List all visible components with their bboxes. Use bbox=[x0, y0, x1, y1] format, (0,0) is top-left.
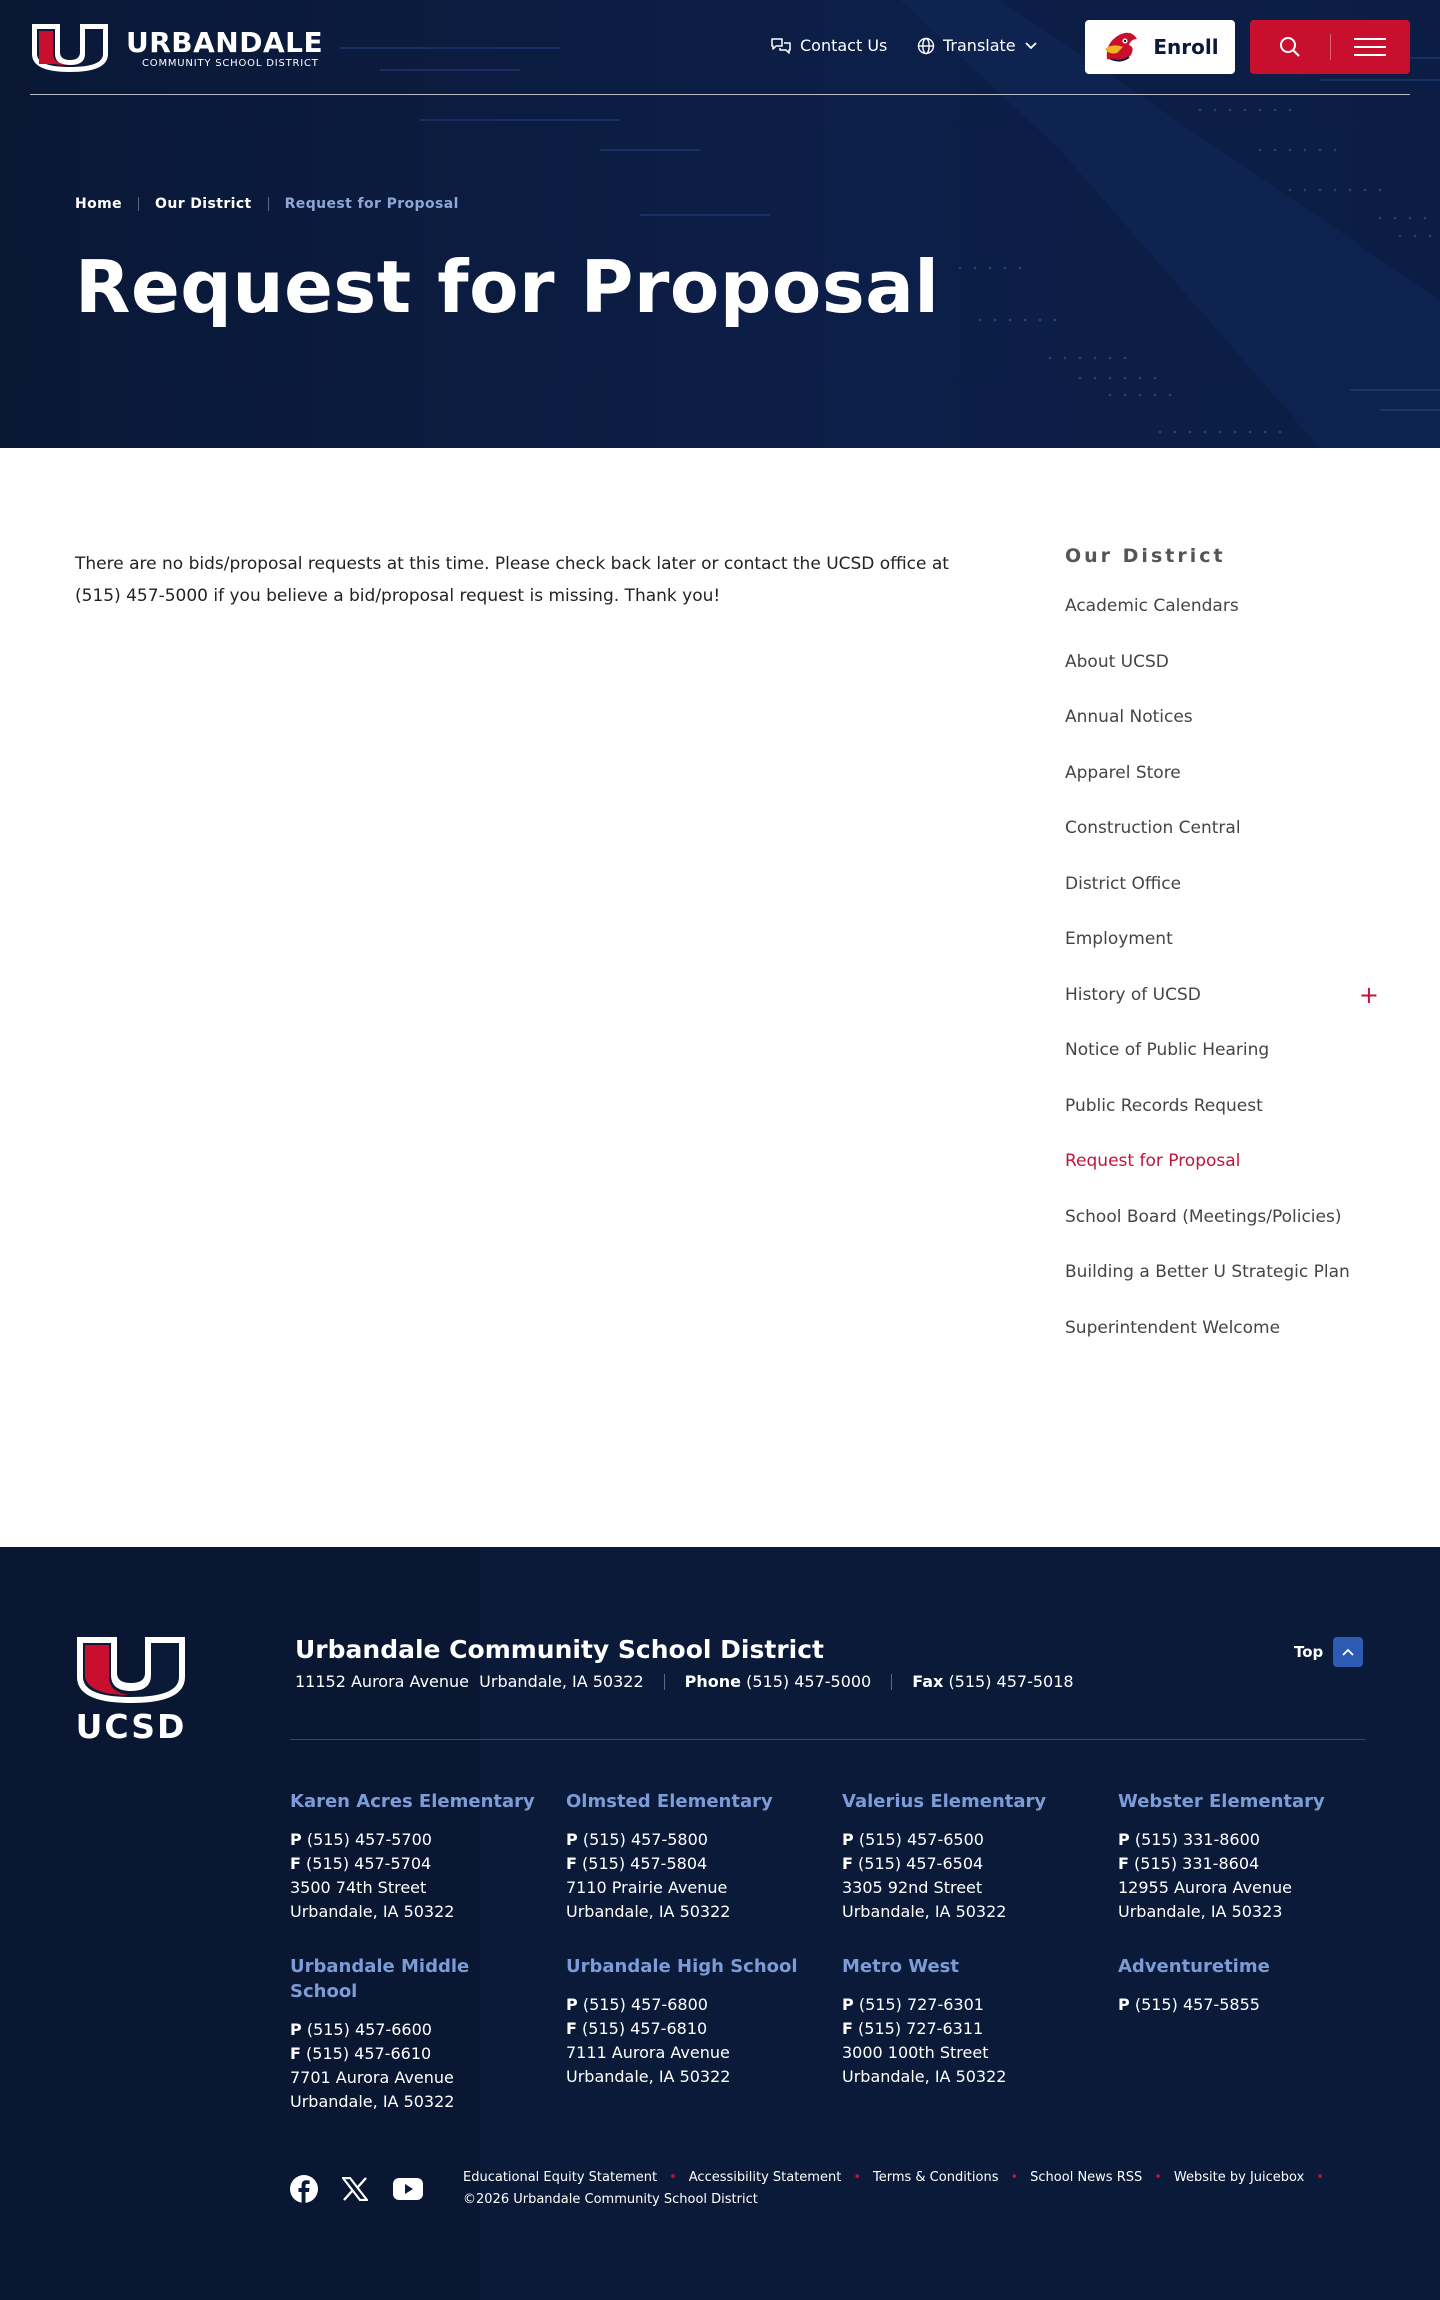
sidebar-item-request-for-proposal[interactable] bbox=[1065, 1145, 1375, 1177]
footer-link-separator: • bbox=[669, 2170, 677, 2185]
sidebar-item-label: Request for Proposal bbox=[1065, 1151, 1241, 1171]
footer-district-name: Urbandale Community School District bbox=[295, 1635, 824, 1664]
logo-name: URBANDALE bbox=[126, 26, 324, 59]
sidebar-item-label: Academic Calendars bbox=[1065, 596, 1239, 616]
footer-logo-text: UCSD bbox=[75, 1707, 187, 1746]
sidebar-item-academic-calendars[interactable] bbox=[1065, 590, 1375, 622]
school-metro-west bbox=[842, 1954, 1092, 2089]
school-karen-acres bbox=[290, 1789, 540, 1924]
sidebar-nav bbox=[1065, 590, 1379, 1367]
school-urbandale-middle bbox=[290, 1954, 510, 2114]
enroll-label: Enroll bbox=[1153, 35, 1219, 59]
sidebar-item-about-ucsd[interactable] bbox=[1065, 646, 1375, 678]
school-city: Urbandale, IA 50323 bbox=[1118, 1902, 1283, 1921]
sidebar-item-employment[interactable] bbox=[1065, 923, 1375, 955]
contact-us-link[interactable] bbox=[770, 36, 887, 55]
footer-fax: (515) 457-5018 bbox=[948, 1672, 1074, 1691]
school-phone: P (515) 457-5800 bbox=[566, 1830, 708, 1849]
sidebar-item-construction-central[interactable] bbox=[1065, 812, 1375, 844]
school-fax: F (515) 457-5804 bbox=[566, 1854, 708, 1873]
district-logo[interactable] bbox=[30, 22, 330, 74]
school-fax: F (515) 457-6504 bbox=[842, 1854, 984, 1873]
sidebar-item-label: Apparel Store bbox=[1065, 762, 1181, 783]
footer-separator bbox=[664, 1674, 665, 1690]
sidebar-item-label: Building a Better U Strategic Plan bbox=[1065, 1262, 1350, 1282]
breadcrumb-home[interactable]: Home bbox=[75, 196, 123, 212]
school-fax: F (515) 331-8604 bbox=[1118, 1854, 1260, 1873]
sidebar-item-label: Superintendent Welcome bbox=[1065, 1317, 1281, 1338]
sidebar-item-strategic-plan[interactable] bbox=[1065, 1256, 1375, 1288]
youtube-icon[interactable] bbox=[392, 2177, 424, 2205]
school-city: Urbandale, IA 50322 bbox=[290, 1902, 455, 1921]
sidebar-item-apparel-store[interactable] bbox=[1065, 757, 1375, 789]
sidebar-item-history-of-ucsd[interactable] bbox=[1065, 979, 1379, 1011]
school-phone: P (515) 331-8600 bbox=[1118, 1830, 1260, 1849]
school-city: Urbandale, IA 50322 bbox=[842, 1902, 1007, 1921]
breadcrumb-separator bbox=[138, 197, 139, 211]
footer-fax-label: Fax bbox=[912, 1672, 944, 1691]
globe-icon bbox=[917, 37, 935, 55]
school-name[interactable]: Urbandale Middle School bbox=[290, 1956, 470, 2002]
breadcrumb-our-district[interactable]: Our District bbox=[155, 196, 252, 212]
school-street: 7111 Aurora Avenue bbox=[566, 2043, 730, 2062]
social-links bbox=[290, 2175, 424, 2207]
u-logo-icon bbox=[30, 22, 110, 74]
breadcrumb bbox=[75, 196, 459, 212]
site-footer bbox=[0, 1547, 1440, 2300]
school-name[interactable]: Olmsted Elementary bbox=[566, 1791, 773, 1812]
header-divider bbox=[30, 94, 1410, 95]
school-fax: F (515) 457-6810 bbox=[566, 2019, 708, 2038]
top-navigation bbox=[30, 20, 1410, 76]
school-name[interactable]: Adventuretime bbox=[1118, 1956, 1270, 1977]
school-street: 3305 92nd Street bbox=[842, 1878, 983, 1897]
sidebar-item-district-office[interactable] bbox=[1065, 868, 1375, 900]
school-name[interactable]: Webster Elementary bbox=[1118, 1791, 1325, 1812]
school-adventuretime bbox=[1118, 1954, 1368, 2017]
chat-bubbles-icon bbox=[770, 37, 792, 55]
school-valerius bbox=[842, 1789, 1092, 1924]
footer-link-juicebox[interactable]: Website by Juicebox bbox=[1173, 2170, 1305, 2185]
translate-label: Translate bbox=[943, 36, 1016, 55]
x-icon[interactable] bbox=[342, 2177, 368, 2205]
utility-buttons bbox=[1250, 20, 1410, 74]
logo-subtitle: COMMUNITY SCHOOL DISTRICT bbox=[142, 58, 319, 69]
footer-logo[interactable] bbox=[75, 1635, 187, 1745]
school-fax: F (515) 457-6610 bbox=[290, 2044, 432, 2063]
search-button[interactable] bbox=[1250, 20, 1330, 74]
school-city: Urbandale, IA 50322 bbox=[842, 2067, 1007, 2086]
footer-link-separator: • bbox=[1010, 2170, 1019, 2185]
footer-link-separator: • bbox=[853, 2170, 861, 2185]
footer-separator bbox=[891, 1674, 892, 1690]
footer-phone[interactable]: (515) 457-5000 bbox=[746, 1672, 872, 1691]
footer-link-rss[interactable]: School News RSS bbox=[1030, 2170, 1143, 2185]
school-phone: P (515) 457-6600 bbox=[290, 2020, 432, 2039]
sidebar-item-label: Construction Central bbox=[1065, 818, 1241, 838]
sidebar-item-notice-of-public-hearing[interactable] bbox=[1065, 1034, 1375, 1066]
search-icon bbox=[1279, 36, 1301, 58]
sidebar-item-label: Public Records Request bbox=[1065, 1095, 1263, 1116]
school-city: Urbandale, IA 50322 bbox=[566, 2067, 731, 2086]
school-phone: P (515) 457-6800 bbox=[566, 1995, 708, 2014]
sidebar-item-label: District Office bbox=[1065, 873, 1182, 894]
school-urbandale-high bbox=[566, 1954, 816, 2089]
footer-contact-line bbox=[295, 1672, 1074, 1691]
u-logo-icon bbox=[75, 1635, 187, 1705]
school-olmsted bbox=[566, 1789, 816, 1924]
sidebar-item-label: About UCSD bbox=[1065, 651, 1169, 672]
footer-phone-label: Phone bbox=[684, 1672, 741, 1691]
school-phone: P (515) 457-5855 bbox=[1118, 1995, 1260, 2014]
expand-plus-icon[interactable]: + bbox=[1358, 980, 1379, 1009]
school-street: 12955 Aurora Avenue bbox=[1118, 1878, 1292, 1897]
footer-link-terms[interactable]: Terms & Conditions bbox=[872, 2170, 999, 2185]
hero-banner bbox=[0, 0, 1440, 448]
school-name[interactable]: Karen Acres Elementary bbox=[290, 1791, 535, 1812]
school-street: 7110 Prairie Avenue bbox=[566, 1878, 728, 1897]
breadcrumb-current: Request for Proposal bbox=[284, 196, 459, 212]
school-phone: P (515) 727-6301 bbox=[842, 1995, 984, 2014]
footer-link-accessibility[interactable]: Accessibility Statement bbox=[688, 2170, 842, 2185]
school-phone: P (515) 457-6500 bbox=[842, 1830, 984, 1849]
sidebar-item-label: Employment bbox=[1065, 929, 1173, 949]
sidebar-item-label: Notice of Public Hearing bbox=[1065, 1040, 1270, 1060]
sidebar-item-superintendent-welcome[interactable] bbox=[1065, 1312, 1375, 1344]
footer-link-separator: • bbox=[1154, 2170, 1162, 2185]
school-webster bbox=[1118, 1789, 1368, 1924]
sidebar-item-school-board[interactable] bbox=[1065, 1201, 1375, 1233]
sidebar-item-annual-notices[interactable] bbox=[1065, 701, 1375, 733]
school-street: 3500 74th Street bbox=[290, 1878, 427, 1897]
back-to-top-button[interactable] bbox=[1294, 1637, 1363, 1667]
footer-link-equity[interactable]: Educational Equity Statement bbox=[463, 2170, 658, 2185]
mascot-eagle-icon bbox=[1101, 29, 1141, 65]
school-name[interactable]: Metro West bbox=[842, 1956, 959, 1977]
school-fax: F (515) 457-5704 bbox=[290, 1854, 432, 1873]
contact-us-label: Contact Us bbox=[800, 36, 888, 55]
footer-legal-links bbox=[463, 2170, 1336, 2185]
sidebar-item-label: Annual Notices bbox=[1065, 707, 1193, 727]
sidebar-item-public-records-request[interactable] bbox=[1065, 1090, 1375, 1122]
sidebar-item-label: History of UCSD bbox=[1065, 984, 1201, 1005]
translate-dropdown[interactable] bbox=[917, 36, 1038, 55]
school-city: Urbandale, IA 50322 bbox=[290, 2092, 455, 2111]
footer-copyright: ©2026 Urbandale Community School District bbox=[463, 2192, 758, 2207]
chevron-up-icon bbox=[1333, 1637, 1363, 1667]
school-street: 7701 Aurora Avenue bbox=[290, 2068, 454, 2087]
back-to-top-label: Top bbox=[1294, 1643, 1324, 1661]
footer-address: 11152 Aurora Avenue Urbandale, IA 50322 bbox=[295, 1672, 644, 1691]
footer-link-separator: • bbox=[1316, 2170, 1324, 2185]
sidebar-title: Our District bbox=[1065, 545, 1226, 567]
school-city: Urbandale, IA 50322 bbox=[566, 1902, 731, 1921]
school-street: 3000 100th Street bbox=[842, 2043, 989, 2062]
footer-divider bbox=[290, 1739, 1365, 1740]
enroll-button[interactable] bbox=[1085, 20, 1235, 74]
school-name[interactable]: Valerius Elementary bbox=[842, 1791, 1047, 1812]
school-phone: P (515) 457-5700 bbox=[290, 1830, 432, 1849]
page-body-text: There are no bids/proposal requests at this time. Please check back later or contact the UCSD office at (515) 457-5000 if you believe a bid/proposal request is missing. Thank you! bbox=[75, 554, 949, 606]
chevron-down-icon bbox=[1024, 41, 1038, 51]
menu-button[interactable] bbox=[1330, 20, 1410, 74]
page-title: Request for Proposal bbox=[75, 245, 940, 329]
breadcrumb-separator bbox=[268, 197, 269, 211]
sidebar-item-label: School Board (Meetings/Policies) bbox=[1065, 1206, 1342, 1227]
facebook-icon[interactable] bbox=[290, 2175, 318, 2207]
school-name[interactable]: Urbandale High School bbox=[566, 1956, 798, 1977]
hamburger-menu-icon bbox=[1354, 38, 1386, 56]
school-fax: F (515) 727-6311 bbox=[842, 2019, 984, 2038]
